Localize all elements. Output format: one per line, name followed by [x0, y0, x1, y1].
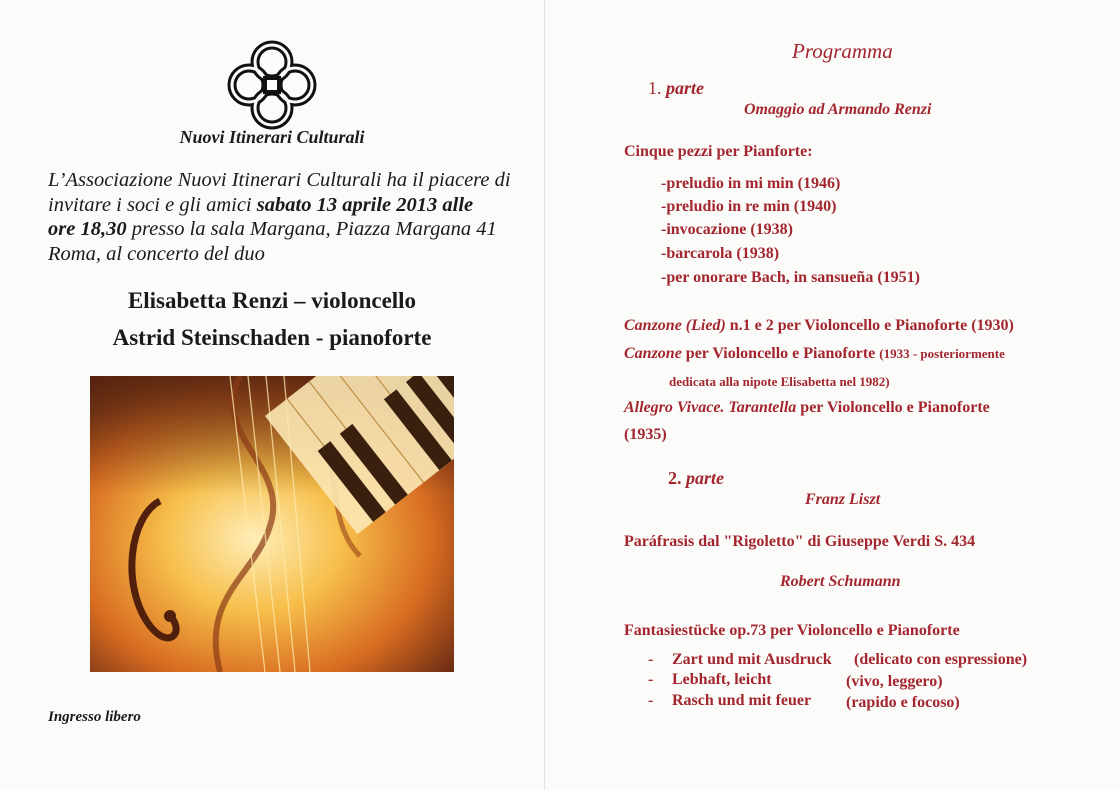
part2-label: parte	[686, 468, 724, 488]
movement-dash: -	[648, 651, 654, 668]
work-tarantella-title: Allegro Vivace. Tarantella	[624, 399, 797, 416]
work-canzone-lied-title: Canzone (Lied)	[624, 317, 726, 334]
movement-translation: (delicato con espressione)	[854, 651, 1028, 668]
association-name: Nuovi Itinerari Culturali	[179, 127, 365, 147]
work-tarantella	[624, 399, 990, 417]
program-title: Programma	[792, 39, 893, 63]
invitation-line-4: Roma, al concerto del duo	[48, 242, 265, 265]
event-date: sabato 13 aprile 2013 alle	[256, 193, 474, 216]
work-canzone-lied	[624, 317, 1014, 335]
invitation-line-1: L’Associazione Nuovi Itinerari Culturali ha il piacere di	[48, 169, 511, 191]
work-canzone-lied-desc: n.1 e 2 per Violoncello e Pianoforte (1930)	[725, 317, 1014, 334]
movement-title: Zart und mit Ausdruck	[672, 651, 832, 668]
movement-title: Lebhaft, leicht	[672, 671, 772, 688]
association-logo-icon	[225, 38, 319, 132]
movement-dash: -	[648, 692, 654, 709]
work-tarantella-year: (1935)	[624, 426, 667, 443]
part1-label: parte	[666, 78, 704, 98]
movement-dash: -	[648, 671, 654, 688]
performer-cello: Elisabetta Renzi – violoncello	[127, 288, 417, 313]
part1-number: 1.	[648, 78, 662, 98]
event-time: ore 18,30	[48, 218, 127, 241]
movement-translation: (vivo, leggero)	[846, 673, 943, 690]
part1-header	[648, 78, 704, 99]
part2-header	[668, 468, 724, 489]
work-rigoletto: Paráfrasis dal "Rigoletto" di Giuseppe Verdi S. 434	[624, 533, 976, 550]
piece-item: -preludio in re min (1940)	[661, 198, 837, 215]
work-canzone-note: (1933 - posteriormente	[879, 346, 1005, 361]
work-canzone-title: Canzone	[624, 345, 682, 362]
part2-number: 2.	[668, 468, 682, 488]
invitation-text	[48, 168, 511, 266]
left-page	[0, 0, 544, 790]
concert-artwork-image	[90, 376, 454, 672]
piece-item: -barcarola (1938)	[661, 245, 780, 262]
invitation-line-3	[48, 217, 508, 242]
cinque-pezzi-heading: Cinque pezzi per Pianforte:	[624, 143, 813, 160]
piece-item: -invocazione (1938)	[661, 221, 793, 238]
piece-item: -preludio in mi min (1946)	[661, 175, 841, 192]
piece-item: -per onorare Bach, in sansueña (1951)	[661, 269, 920, 286]
composer-schumann: Robert Schumann	[780, 573, 901, 590]
performer-piano: Astrid Steinschaden - pianoforte	[112, 325, 432, 350]
work-tarantella-desc: per Violoncello e Pianoforte	[796, 399, 990, 416]
composer-liszt: Franz Liszt	[805, 491, 881, 508]
work-canzone-desc: per Violoncello e Pianoforte	[681, 345, 880, 362]
movement-translation: (rapido e focoso)	[846, 694, 960, 711]
work-fantasiestucke: Fantasiestücke op.73 per Violoncello e Pianoforte	[624, 622, 960, 639]
entry-note: Ingresso libero	[48, 709, 141, 725]
movement-title: Rasch und mit feuer	[672, 692, 812, 709]
work-canzone-dedication: dedicata alla nipote Elisabetta nel 1982)	[669, 374, 890, 389]
right-page	[545, 0, 1120, 790]
event-venue: presso la sala Margana, Piazza Margana 41	[126, 218, 497, 241]
invitation-line-2-a: invitare i soci e gli amici	[48, 193, 257, 216]
part1-subtitle: Omaggio ad Armando Renzi	[744, 101, 932, 118]
work-canzone	[624, 345, 1005, 363]
invitation-line-2	[48, 193, 508, 218]
